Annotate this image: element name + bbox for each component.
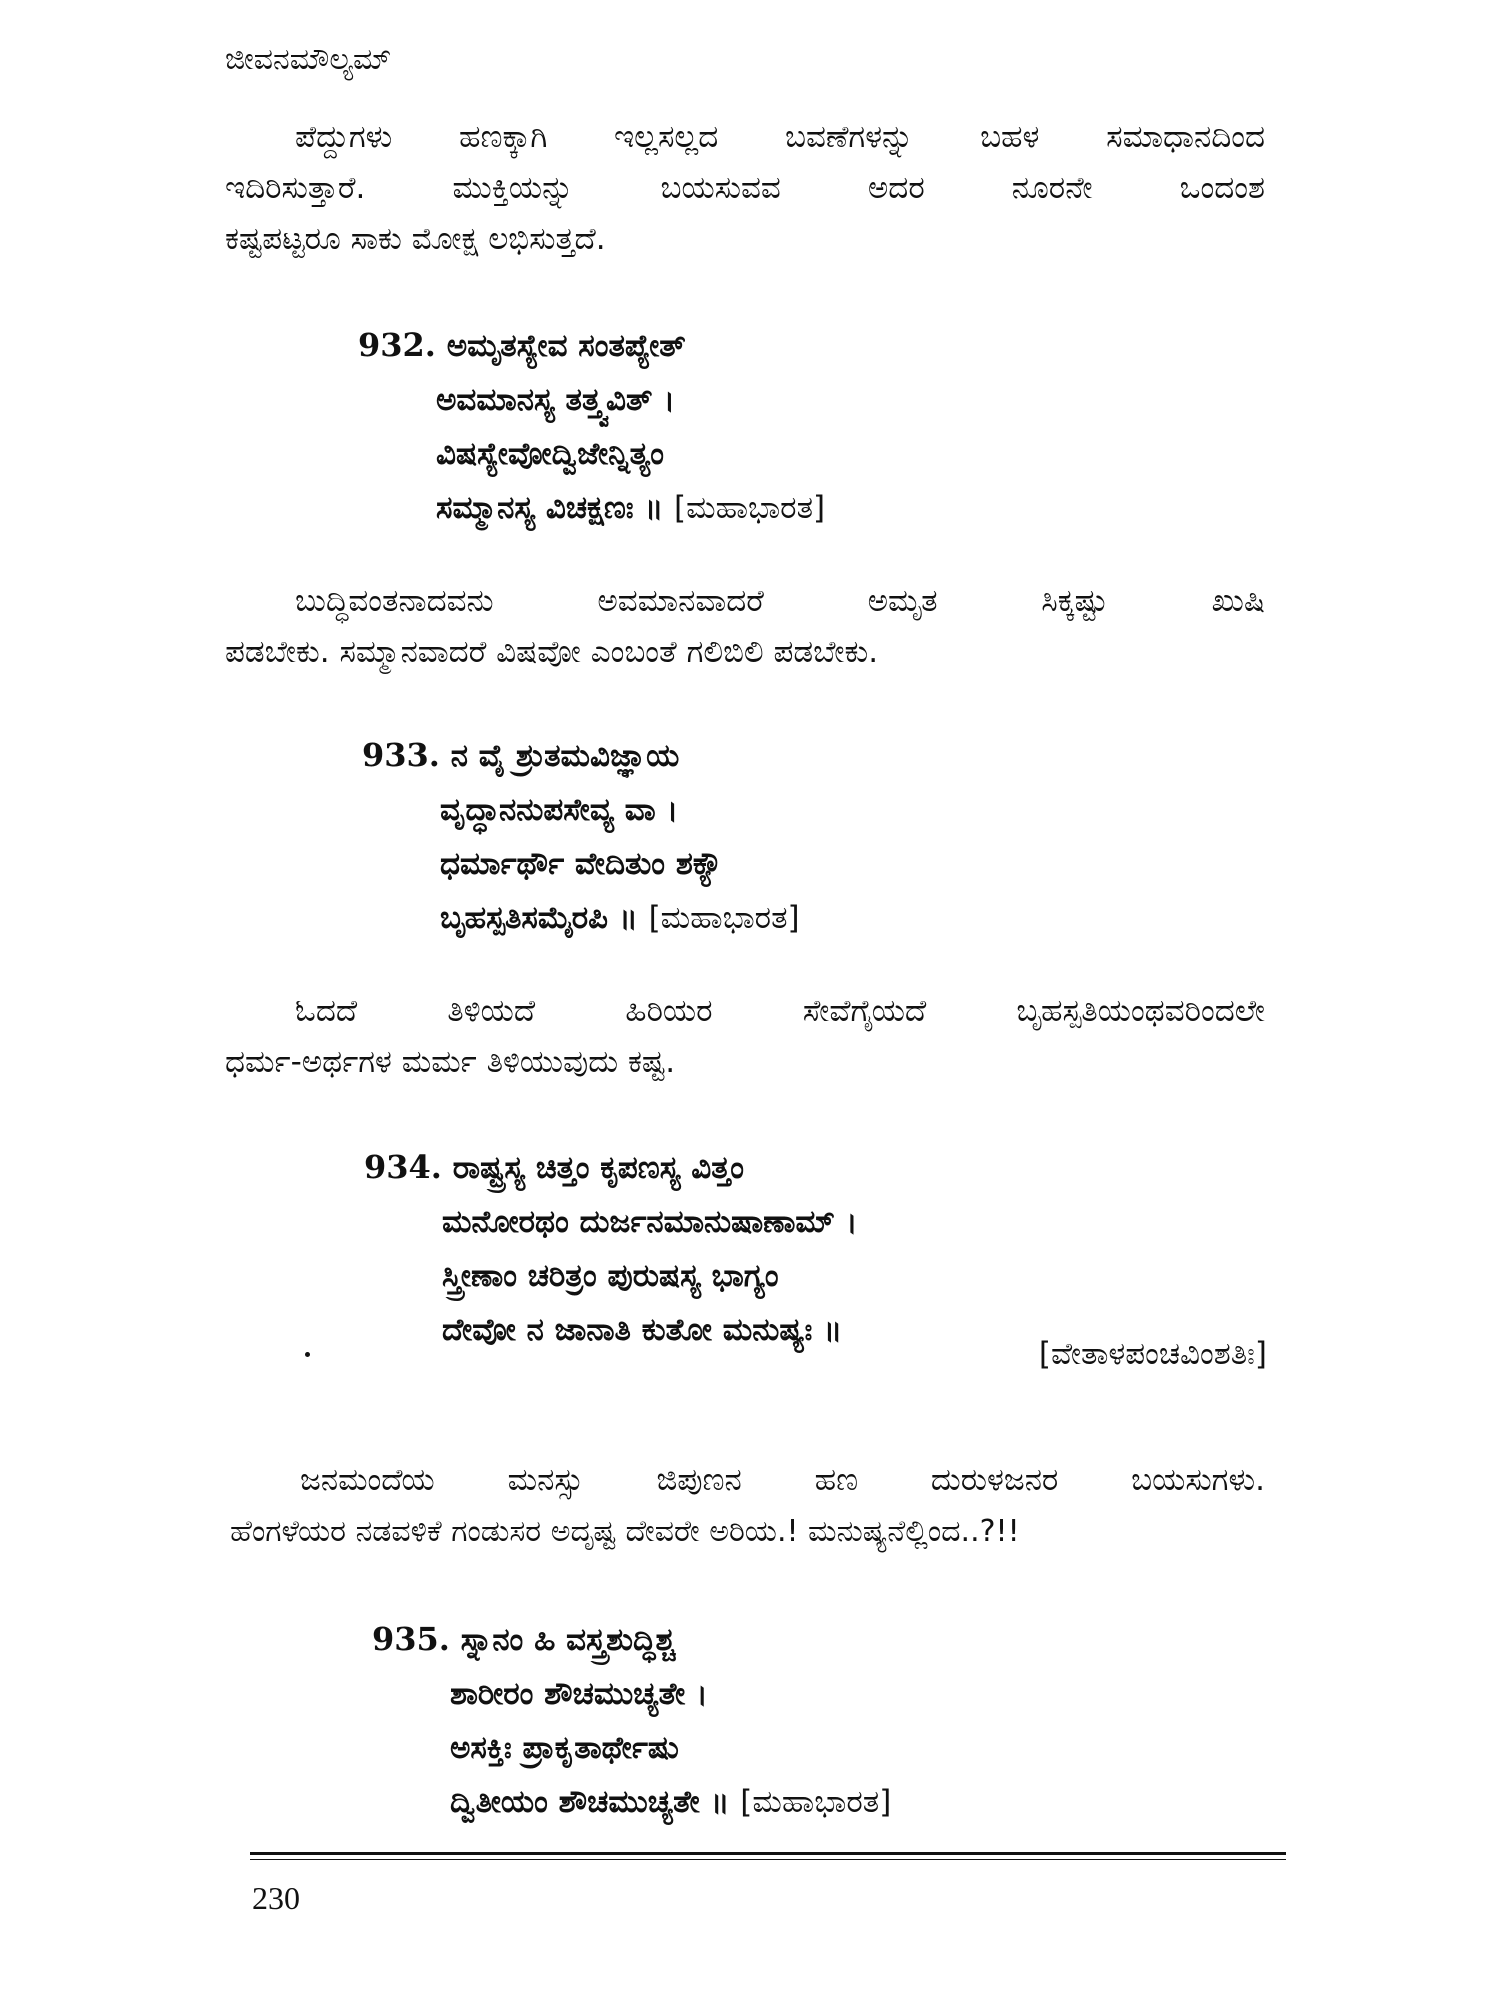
verse-number: 935.: [372, 1620, 450, 1658]
verse-source: [ಮಹಾಭಾರತ]: [674, 490, 826, 526]
paragraph-line: ಇದಿರಿಸುತ್ತಾರೆ. ಮುಕ್ತಿಯನ್ನು ಬಯಸುವವ ಅದರ ನೂರನೇ ಒಂದಂಶ: [225, 170, 1265, 206]
verse-source: [ಮಹಾಭಾರತ]: [648, 900, 800, 936]
verse-line: ಧರ್ಮಾರ್ಥೌ ವೇದಿತುಂ ಶಕ್ಯೌ: [440, 846, 723, 882]
verse-source: [ಮಹಾಭಾರತ]: [740, 1784, 892, 1820]
paragraph-line: ಪೆದ್ದುಗಳು ಹಣಕ್ಕಾಗಿ ಇಲ್ಲಸಲ್ಲದ ಬವಣೆಗಳನ್ನು ಬಹಳ ಸಮಾಧಾನದಿಂದ: [295, 119, 1265, 155]
verse-source: [ವೇತಾಳಪಂಚವಿಂಶತಿಃ]: [1038, 1336, 1267, 1372]
verse-line: ದೇವೋ ನ ಜಾನಾತಿ ಕುತೋ ಮನುಷ್ಯಃ ॥: [442, 1312, 843, 1348]
verse-number: 933.: [362, 736, 440, 774]
paragraph-line: ಓದದೆ ತಿಳಿಯದೆ ಹಿರಿಯರ ಸೇವೆಗೈಯದೆ ಬೃಹಸ್ಪತಿಯಂಥವರಿಂದಲೇ: [295, 993, 1265, 1029]
paragraph-line: ಕಷ್ಟಪಟ್ಟರೂ ಸಾಕು ಮೋಕ್ಷ ಲಭಿಸುತ್ತದೆ.: [225, 221, 606, 257]
verse-number: 932.: [358, 326, 436, 364]
verse-line: ಅವಮಾನಸ್ಯ ತತ್ತ್ವವಿತ್ ।: [436, 382, 675, 418]
commentary-paragraph-3: [225, 986, 1265, 1088]
verse-933: [362, 728, 800, 945]
page-number: 230: [252, 1880, 300, 1916]
verse-932: [358, 318, 825, 535]
verse-line: ಸ್ನಾನಂ ಹಿ ವಸ್ತ್ರಶುದ್ಧಿಶ್ಚ: [460, 1622, 676, 1658]
verse-935: [372, 1612, 891, 1829]
verse-line: ಅಸಕ್ತಿಃ ಪ್ರಾಕೃತಾರ್ಥೇಷು: [450, 1730, 679, 1766]
paragraph-line: ಧರ್ಮ-ಅರ್ಥಗಳ ಮರ್ಮ ತಿಳಿಯುವುದು ಕಷ್ಟ.: [225, 1044, 676, 1080]
paragraph-line: ಜನಮಂದೆಯ ಮನಸ್ಸು ಜಿಪುಣನ ಹಣ ದುರುಳಜನರ ಬಯಸುಗಳು.: [300, 1462, 1265, 1498]
verse-line: ನ ವೈ ಶ್ರುತಮವಿಜ್ಞಾಯ: [450, 738, 680, 774]
verse-line: ಶಾರೀರಂ ಶೌಚಮುಚ್ಯತೇ ।: [450, 1676, 708, 1712]
paragraph-line: ಪಡಬೇಕು. ಸಮ್ಮಾನವಾದರೆ ವಿಷವೋ ಎಂಬಂತೆ ಗಲಿಬಿಲಿ ಪಡಬೇಕು.: [225, 634, 879, 670]
verse-line: ವೃದ್ಧಾನನುಪಸೇವ್ಯ ವಾ ।: [440, 792, 679, 828]
verse-line: ಸ್ತ್ರೀಣಾಂ ಚರಿತ್ರಂ ಪುರುಷಸ್ಯ ಭಾಗ್ಯಂ: [442, 1258, 779, 1294]
footer-rule-thin: [250, 1859, 1286, 1860]
verse-line: ಸಮ್ಮಾನಸ್ಯ ವಿಚಕ್ಷಣಃ ॥: [436, 490, 664, 526]
running-head: ಜೀವನಮೌಲ್ಯಮ್: [225, 42, 392, 77]
verse-line: ದ್ವಿತೀಯಂ ಶೌಚಮುಚ್ಯತೇ ॥: [450, 1784, 730, 1820]
stray-dot: [305, 1352, 310, 1357]
verse-line: ವಿಷಸ್ಯೇವೋದ್ವಿಜೇನ್ನಿತ್ಯಂ: [436, 436, 665, 472]
verse-line: ರಾಷ್ಟ್ರಸ್ಯ ಚಿತ್ತಂ ಕೃಪಣಸ್ಯ ವಿತ್ತಂ: [452, 1150, 745, 1186]
verse-line: ಅಮೃತಸ್ಯೇವ ಸಂತಪ್ಯೇತ್: [446, 328, 686, 364]
footer-rule-thick: [250, 1852, 1286, 1855]
verse-number: 934.: [364, 1148, 442, 1186]
verse-line: ಬೃಹಸ್ಪತಿಸಮೈರಪಿ ॥: [440, 900, 638, 936]
paragraph-line: ಬುದ್ಧಿವಂತನಾದವನು ಅವಮಾನವಾದರೆ ಅಮೃತ ಸಿಕ್ಕಷ್ಟು ಖುಷಿ: [295, 583, 1265, 619]
commentary-paragraph-2: [225, 576, 1265, 678]
paragraph-line: ಹೆಂಗಳೆಯರ ನಡವಳಿಕೆ ಗಂಡುಸರ ಅದೃಷ್ಟ ದೇವರೇ ಅರಿಯ.! ಮನುಷ್ಯನೆಲ್ಲಿಂದ..?!!: [230, 1514, 1020, 1549]
commentary-paragraph-1: [225, 112, 1265, 265]
verse-934: [364, 1140, 858, 1357]
verse-line: ಮನೋರಥಂ ದುರ್ಜನಮಾನುಷಾಣಾಮ್ ।: [442, 1204, 858, 1240]
commentary-paragraph-4: [230, 1455, 1265, 1557]
